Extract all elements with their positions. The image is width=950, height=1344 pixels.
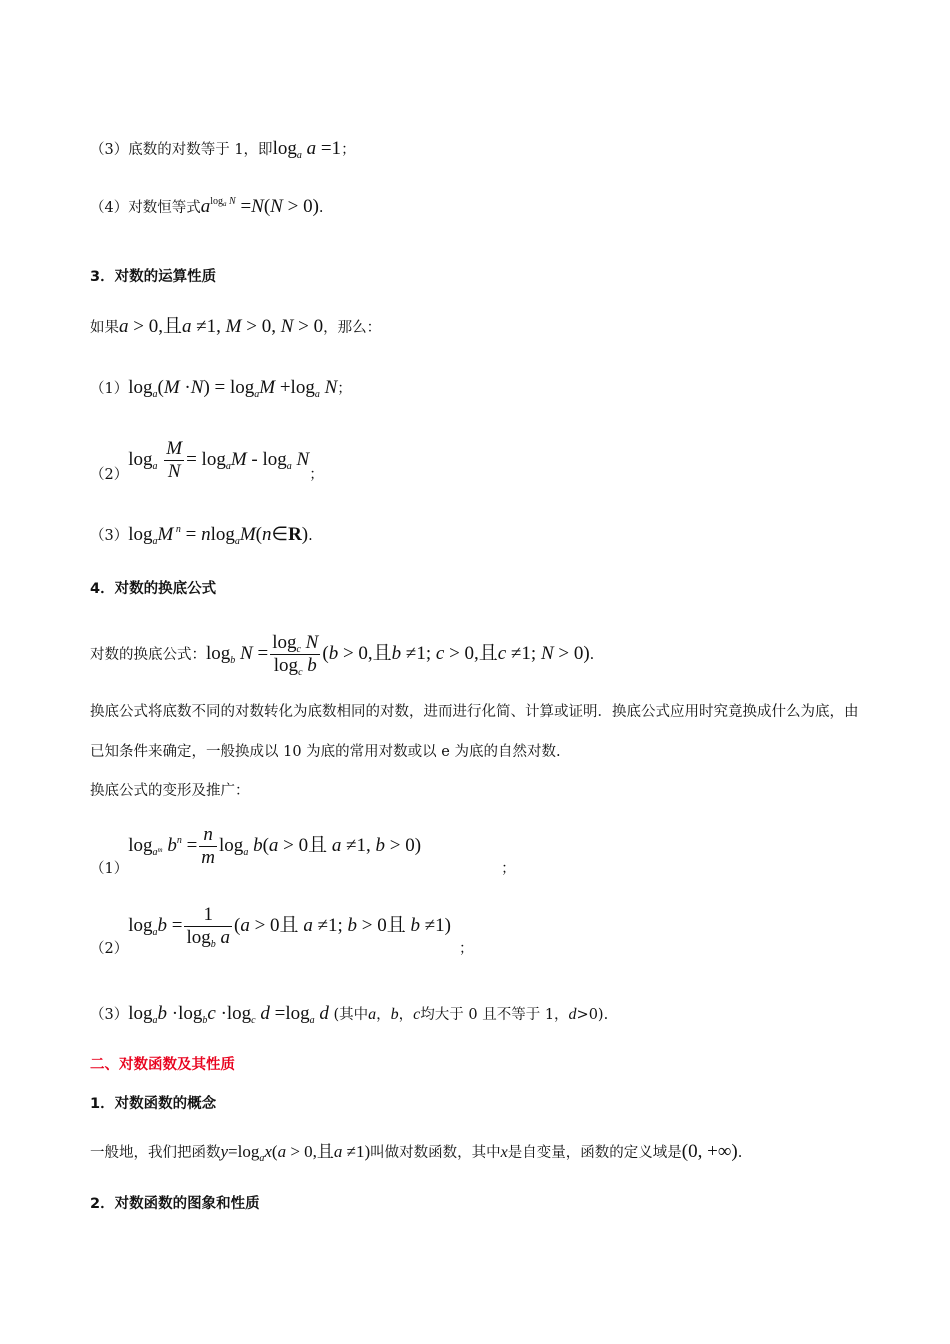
formula-domain: (0, +∞) [681, 1141, 738, 1162]
rule-3-label: （3） [90, 528, 129, 544]
rule-1-suffix: ； [337, 381, 352, 397]
heading-3: 3．对数的运算性质 [90, 269, 217, 285]
formula-variation-1: $\log_{a^m} b^n$ = $\frac{n}{m}$ $\log_a b(a > 0$且 a ≠1, b > 0) [128, 824, 422, 868]
change-of-base-prefix: 对数的换底公式： [90, 646, 206, 663]
property-4-suffix: . [318, 200, 324, 216]
variation-2 [90, 904, 474, 960]
variable-x: x [500, 1144, 508, 1161]
formula-quotient: $\log_a$ $\frac{M}{N}$ = $\log_aM - \log_a N$ [128, 438, 310, 482]
variable-b: b [390, 1006, 399, 1023]
condition-line [90, 316, 381, 339]
definition-mid2: 是自变量，函数的定义域是 [507, 1145, 682, 1161]
variation-3-note-start: (其中 [333, 1007, 369, 1023]
formula-variation-3: $\log_ab \cdot\log_bc \cdot\log_c$ $d =\log_a$ d [128, 1003, 329, 1026]
variation-1-suffix: ； [501, 860, 516, 877]
section-2-heading: 二、对数函数及其性质 [90, 1057, 235, 1073]
variation-3-note-middle: 均大于 0 且不等于 1， [420, 1007, 569, 1023]
formula-power: $\log_aM$ $^n$ = nlog$_a$M(n∈R) [128, 524, 309, 547]
separator: ， [376, 1007, 391, 1023]
rule-3 [90, 524, 313, 547]
variation-3 [90, 1003, 608, 1026]
property-3-suffix: ； [341, 142, 356, 158]
condition-suffix: ，那么： [323, 320, 382, 336]
formula-product: $\log_a(M \cdot N) = \log_aM +\log_a$ N [128, 377, 338, 400]
rule-1 [90, 377, 352, 400]
variable-c: c [413, 1006, 421, 1023]
change-of-base-suffix: . [589, 646, 595, 663]
variations-title: 换底公式的变形及推广： [90, 783, 250, 799]
definition-line [90, 1141, 742, 1164]
variation-1-label: （1） [90, 860, 129, 877]
variation-2-suffix: ； [459, 940, 474, 957]
property-4-text: （4）对数恒等式 [90, 200, 201, 216]
property-3 [90, 138, 356, 161]
explanation-paragraph: 换底公式将底数不同的对数转化为底数相同的对数，进而进行化简、计算或证明．换底公式应用时究竟换成什么为底，由已知条件来确定，一般换成以 10 为底的常用对数或以 e 为底的自然对数. [90, 704, 859, 760]
formula-log-a-a: $\log_a a =1$ [272, 138, 342, 161]
rule-2-suffix: ； [309, 466, 324, 483]
rule-2-label: （2） [90, 466, 129, 483]
variation-1 [90, 824, 516, 880]
variable-a: a [368, 1006, 377, 1023]
formula-variation-2: $\log_ab$ = $\frac{1}{\log_b a}$ (a > 0且 a ≠1; b > 0且 b ≠1) [128, 904, 452, 950]
formula-identity: $a^{log_a N} =N(N > 0)$ [200, 196, 319, 217]
change-of-base [90, 632, 594, 677]
rule-3-suffix: . [308, 528, 313, 544]
variation-3-note-end: >0). [576, 1007, 609, 1023]
definition-prefix: 一般地，我们把函数 [90, 1145, 221, 1161]
condition-prefix: 如果 [90, 320, 119, 336]
definition-mid: 叫做对数函数，其中 [370, 1145, 501, 1161]
property-4 [90, 196, 324, 219]
formula-change-of-base: $\log_b N$ = $\frac{\log_c N}{\log_c b}$ (b > 0,且b ≠1; c > 0,且c ≠1; N > 0) [206, 632, 590, 678]
variation-3-label: （3） [90, 1007, 129, 1023]
rule-1-label: （1） [90, 381, 129, 397]
heading-2-2: 2．对数函数的图象和性质 [90, 1196, 260, 1212]
rule-2 [90, 438, 324, 486]
formula-condition: a > 0,且a ≠1, M > 0, N > 0 [119, 316, 324, 337]
variable-d: d [568, 1006, 577, 1023]
property-3-text: （3）底数的对数等于 1，即 [90, 142, 273, 158]
separator: ， [398, 1007, 414, 1023]
formula-log-function: $y=\log_ax(a > 0$,且a ≠1) [220, 1142, 371, 1164]
heading-4: 4．对数的换底公式 [90, 581, 217, 597]
heading-2-1: 1．对数函数的概念 [90, 1096, 217, 1112]
definition-suffix: . [737, 1145, 743, 1161]
variation-2-label: （2） [90, 940, 129, 957]
